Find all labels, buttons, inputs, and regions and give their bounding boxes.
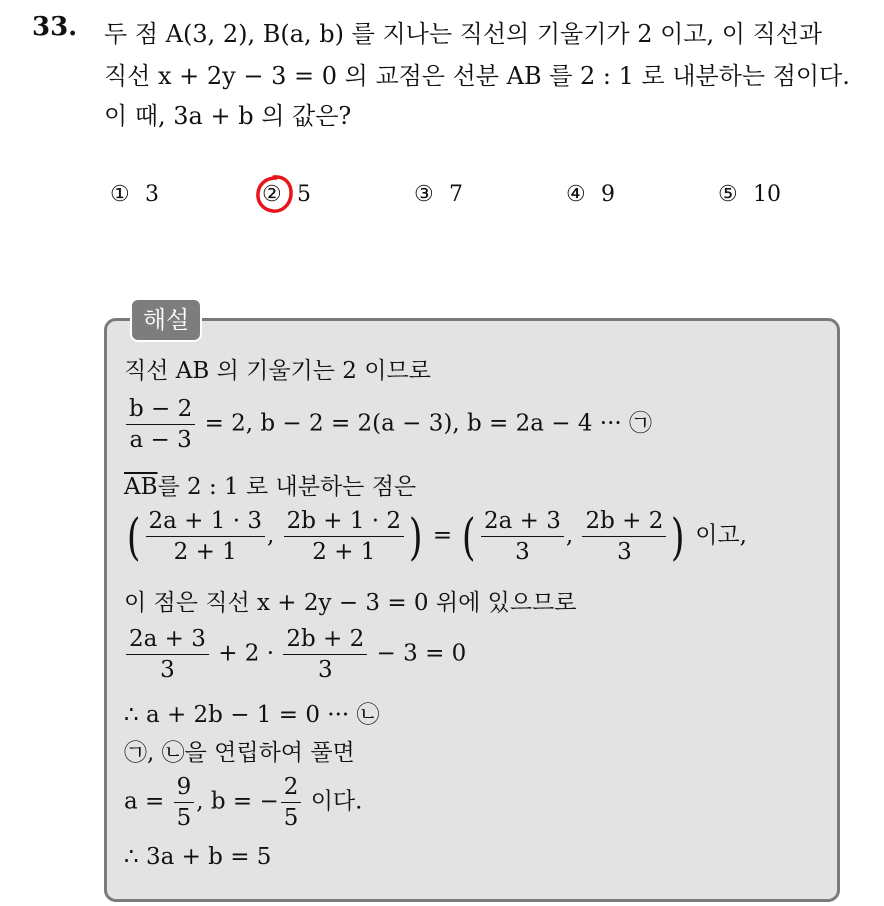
fraction: $\frac{2a + 3}{3}$ [481, 506, 564, 567]
question-line-3: 이 때, 3a + b 의 값은? [104, 102, 352, 130]
fraction: $\frac{2a + 1 \cdot 3}{2 + 1}$ [146, 506, 265, 567]
solution-line-5: 이 점은 직선 x + 2y − 3 = 0 위에 있으므로 [124, 590, 577, 616]
solution-line-8: ㉠, ㉡을 연립하여 풀면 [124, 740, 355, 766]
solution-line-9: a = $\frac{9}{5}$ , b = − $\frac{2}{5}$ 이다. [124, 774, 363, 831]
choice-mark: ① [110, 182, 130, 207]
choice-3[interactable] [414, 182, 463, 207]
choice-value: 5 [297, 182, 311, 207]
solution-line-2: $\frac{b - 2}{a - 3}$ = 2, b − 2 = 2(a − 3), b = 2a − 4 ··· ㉠ [124, 394, 652, 455]
choice-mark: ④ [566, 182, 586, 207]
choice-value: 9 [601, 182, 615, 207]
solution-tab: 해설 [130, 298, 202, 342]
choice-5[interactable] [718, 182, 781, 207]
question-number: 33. [32, 12, 78, 42]
choice-value: 7 [449, 182, 463, 207]
solution-line-1: 직선 AB 의 기울기는 2 이므로 [124, 358, 431, 384]
choice-value: 10 [753, 182, 781, 207]
choice-1[interactable] [110, 182, 159, 207]
choice-2[interactable] [262, 182, 311, 207]
question-line-1: 두 점 A(3, 2), B(a, b) 를 지나는 직선의 기울기가 2 이고, 이 직선과 [104, 20, 823, 48]
solution-line-10: ∴ 3a + b = 5 [124, 844, 272, 870]
fraction: $\frac{2}{5}$ [281, 772, 302, 833]
choice-mark: ② [262, 182, 282, 207]
fraction: $\frac{2b + 2}{3}$ [283, 624, 367, 685]
fraction: $\frac{2a + 3}{3}$ [126, 624, 209, 685]
choice-value: 3 [145, 182, 159, 207]
solution-line-6: $\frac{2a + 3}{3}$ + 2 · $\frac{2b + 2}{3}$ − 3 = 0 [124, 624, 466, 685]
choice-mark: ③ [414, 182, 434, 207]
choice-mark: ⑤ [718, 182, 738, 207]
segment-ab: $\overline{AB}$ [124, 474, 158, 500]
solution-line-3: $\overline{AB}$를 2 : 1 로 내분하는 점은 [124, 474, 417, 500]
solution-line-4: ( $\frac{2a + 1 \cdot 3}{2 + 1}$ , $\frac{2b + 1 \cdot 2}{2 + 1}$ ) = ( $\frac{2a + 3}{3}$ , $\frac{2b + 2}{3}$ ) 이고, [126, 507, 747, 566]
solution-line-7: ∴ a + 2b − 1 = 0 ··· ㉡ [124, 702, 380, 728]
choice-4[interactable] [566, 182, 615, 207]
fraction: $\frac{9}{5}$ [174, 772, 195, 833]
fraction: $\frac{2b + 1 \cdot 2}{2 + 1}$ [284, 506, 404, 567]
question-line-2: 직선 x + 2y − 3 = 0 의 교점은 선분 AB 를 2 : 1 로 내분하는 점이다. [104, 62, 850, 90]
fraction: $\frac{2b + 2}{3}$ [582, 506, 666, 567]
fraction: $\frac{b - 2}{a - 3}$ [126, 394, 195, 455]
